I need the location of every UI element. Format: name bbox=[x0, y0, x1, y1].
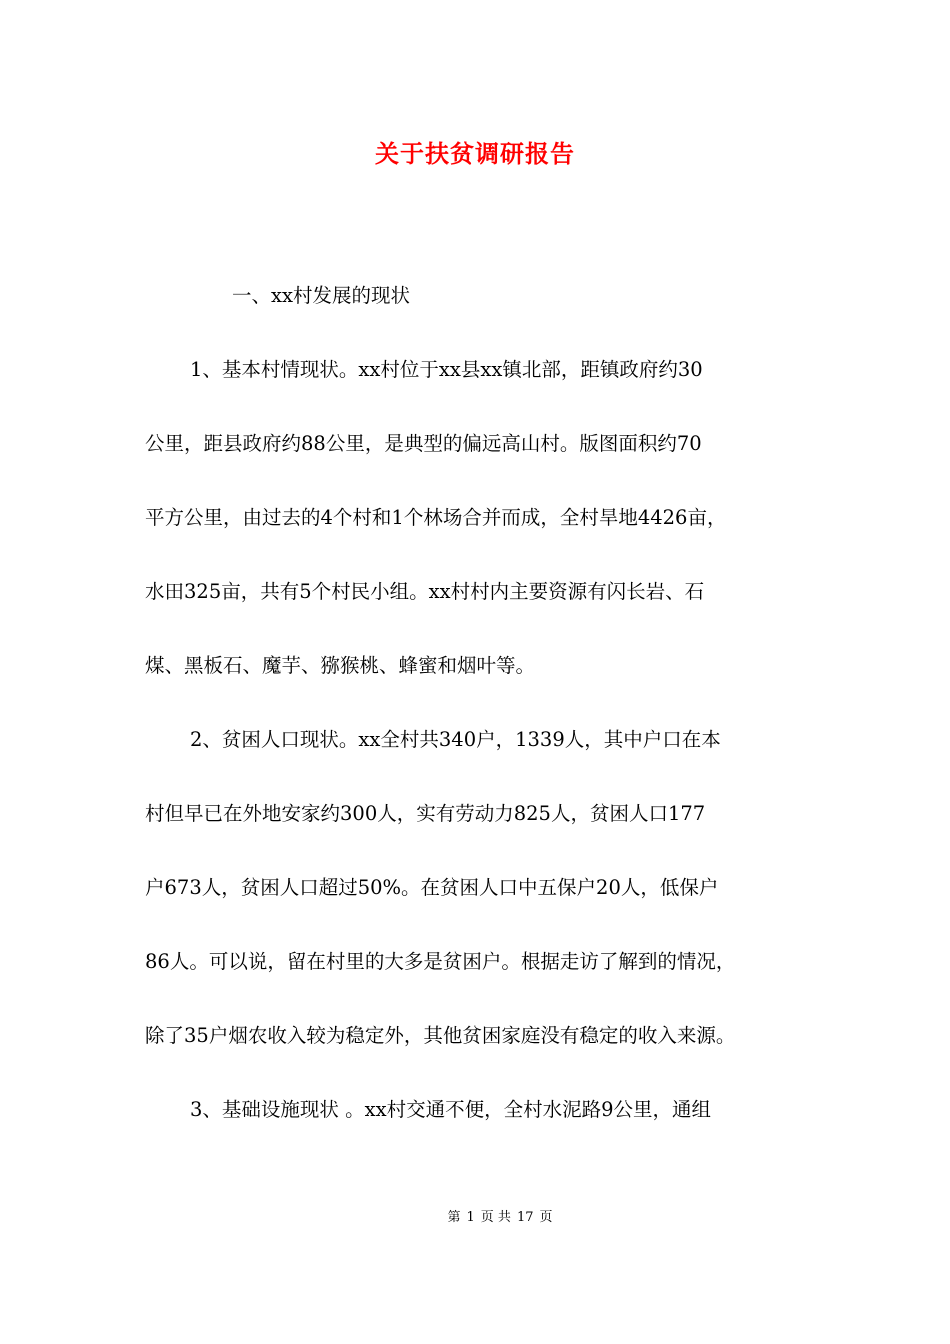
footer-page-prefix: 第 bbox=[447, 1210, 461, 1225]
footer-page-total: 17 bbox=[516, 1210, 534, 1225]
footer-page-mid: 页 共 bbox=[480, 1210, 511, 1225]
paragraph-line: 除了35户烟农收入较为稳定外，其他贫困家庭没有稳定的收入来源。 bbox=[145, 1024, 736, 1047]
paragraph-line: 平方公里，由过去的4个村和1个林场合并而成，全村旱地4426亩， bbox=[145, 506, 727, 529]
paragraph-line: 2、贫困人口现状。xx全村共340户，1339人，其中户口在本 bbox=[190, 728, 721, 751]
paragraph-line: 水田325亩，共有5个村民小组。xx村村内主要资源有闪长岩、石 bbox=[145, 580, 705, 603]
footer-page-suffix: 页 bbox=[539, 1210, 553, 1225]
section-heading: 一、xx村发展的现状 bbox=[232, 284, 410, 307]
paragraph-line: 煤、黑板石、魔芋、猕猴桃、蜂蜜和烟叶等。 bbox=[145, 654, 536, 677]
footer-page-number: 1 bbox=[466, 1210, 475, 1225]
paragraph-line: 3、基础设施现状 。xx村交通不便，全村水泥路9公里，通组 bbox=[190, 1098, 712, 1121]
paragraph-line: 户673人，贫困人口超过50%。在贫困人口中五保户20人，低保户 bbox=[145, 876, 719, 899]
paragraph-line: 村但早已在外地安家约300人，实有劳动力825人，贫困人口177 bbox=[145, 802, 706, 825]
document-title: 关于扶贫调研报告 bbox=[375, 139, 575, 168]
paragraph-line: 86人。可以说，留在村里的大多是贫困户。根据走访了解到的情况， bbox=[145, 950, 736, 973]
paragraph-line: 1、基本村情现状。xx村位于xx县xx镇北部，距镇政府约30 bbox=[190, 358, 703, 381]
paragraph-line: 公里，距县政府约88公里，是典型的偏远高山村。版图面积约70 bbox=[145, 432, 702, 455]
page-footer bbox=[0, 1208, 950, 1228]
